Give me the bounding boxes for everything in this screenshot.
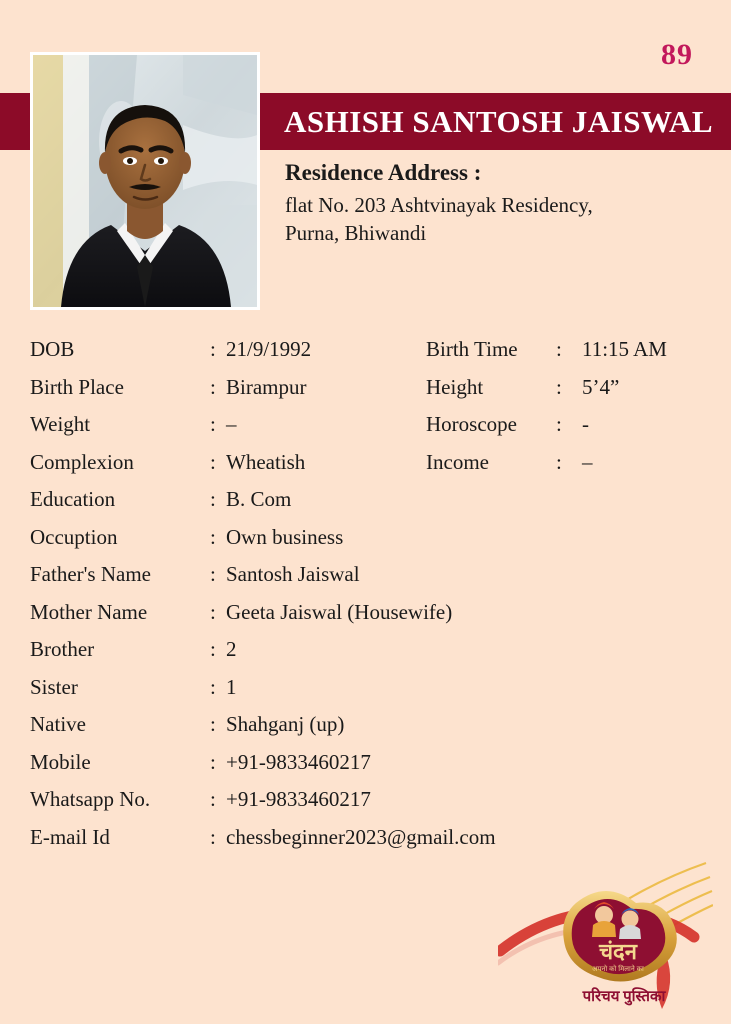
table-row (30, 825, 701, 863)
field-label-birth-time: Birth Time (426, 337, 518, 361)
field-colon: : (556, 337, 562, 361)
field-value-complexion: Wheatish (226, 449, 306, 474)
page-number: 89 (661, 38, 693, 71)
table-row (30, 450, 701, 488)
field-label-mother-name: Mother Name (30, 599, 148, 624)
field-label-brother: Brother (30, 637, 95, 661)
field-value-horoscope: - (582, 412, 589, 436)
field-label-mobile: Mobile (30, 749, 91, 774)
field-value-email: chessbeginner2023@gmail.com (226, 824, 496, 849)
field-colon: : (210, 449, 216, 474)
profile-photo (30, 52, 260, 310)
field-label-email: E-mail Id (30, 824, 110, 849)
field-colon: : (556, 412, 562, 436)
field-colon: : (210, 562, 216, 586)
field-label-whatsapp: Whatsapp No. (30, 787, 151, 811)
field-colon: : (210, 637, 216, 661)
table-row (30, 562, 701, 600)
page-title: ASHISH SANTOSH JAISWAL (284, 104, 714, 139)
chandan-logo (498, 859, 713, 1014)
field-value-fathers-name: Santosh Jaiswal (226, 562, 360, 586)
table-row (30, 712, 701, 750)
table-row (30, 600, 701, 638)
field-colon: : (210, 412, 216, 436)
field-value-sister: 1 (226, 674, 237, 699)
field-value-whatsapp: +91-9833460217 (226, 787, 371, 811)
field-colon: : (210, 524, 216, 549)
table-row (30, 675, 701, 713)
field-label-horoscope: Horoscope (426, 412, 517, 436)
field-label-dob: DOB (30, 337, 75, 361)
field-colon: : (556, 449, 562, 474)
table-row (30, 337, 701, 375)
field-value-income: – (582, 449, 593, 474)
field-label-native: Native (30, 712, 86, 736)
logo-main-text: चंदन (599, 939, 637, 964)
table-row (30, 375, 701, 413)
field-value-weight: – (226, 412, 237, 436)
field-label-sister: Sister (30, 674, 78, 699)
field-value-dob: 21/9/1992 (226, 337, 312, 361)
field-label-weight: Weight (30, 412, 91, 436)
table-row (30, 637, 701, 675)
field-colon: : (210, 749, 216, 774)
details-table (30, 337, 701, 862)
logo-tagline: अपनो को मिलाने का (592, 966, 644, 973)
field-label-complexion: Complexion (30, 449, 134, 474)
field-value-mother-name: Geeta Jaiswal (Housewife) (226, 599, 453, 624)
field-label-education: Education (30, 487, 116, 511)
residence-address-line-1: flat No. 203 Ashtvinayak Residency, (285, 193, 593, 217)
residence-address-line-2: Purna, Bhiwandi (285, 220, 427, 245)
field-colon: : (210, 712, 216, 736)
field-value-birth-place: Birampur (226, 374, 307, 399)
field-value-native: Shahganj (up) (226, 712, 345, 736)
field-value-education: B. Com (226, 487, 292, 511)
field-label-birth-place: Birth Place (30, 374, 124, 399)
table-row (30, 787, 701, 825)
field-label-occupation: Occuption (30, 524, 118, 549)
field-value-occupation: Own business (226, 524, 344, 549)
residence-address-label: Residence Address : (285, 160, 482, 185)
field-colon: : (210, 787, 216, 811)
table-row (30, 525, 701, 563)
table-row (30, 487, 701, 525)
field-value-mobile: +91-9833460217 (226, 749, 371, 774)
logo-sub-text: परिचय पुस्तिका (582, 989, 666, 1005)
field-colon: : (210, 374, 216, 399)
table-row (30, 750, 701, 788)
field-colon: : (210, 337, 216, 361)
field-label-income: Income (426, 449, 489, 474)
field-colon: : (210, 824, 216, 849)
field-colon: : (210, 487, 216, 511)
residence-address-block (285, 160, 705, 247)
field-value-brother: 2 (226, 637, 237, 661)
field-value-height: 5’4” (582, 374, 620, 399)
field-label-height: Height (426, 374, 484, 399)
field-value-birth-time: 11:15 AM (582, 337, 667, 361)
field-colon: : (210, 599, 216, 624)
table-row (30, 412, 701, 450)
field-colon: : (210, 674, 216, 699)
field-label-fathers-name: Father's Name (30, 562, 151, 586)
field-colon: : (556, 374, 562, 399)
